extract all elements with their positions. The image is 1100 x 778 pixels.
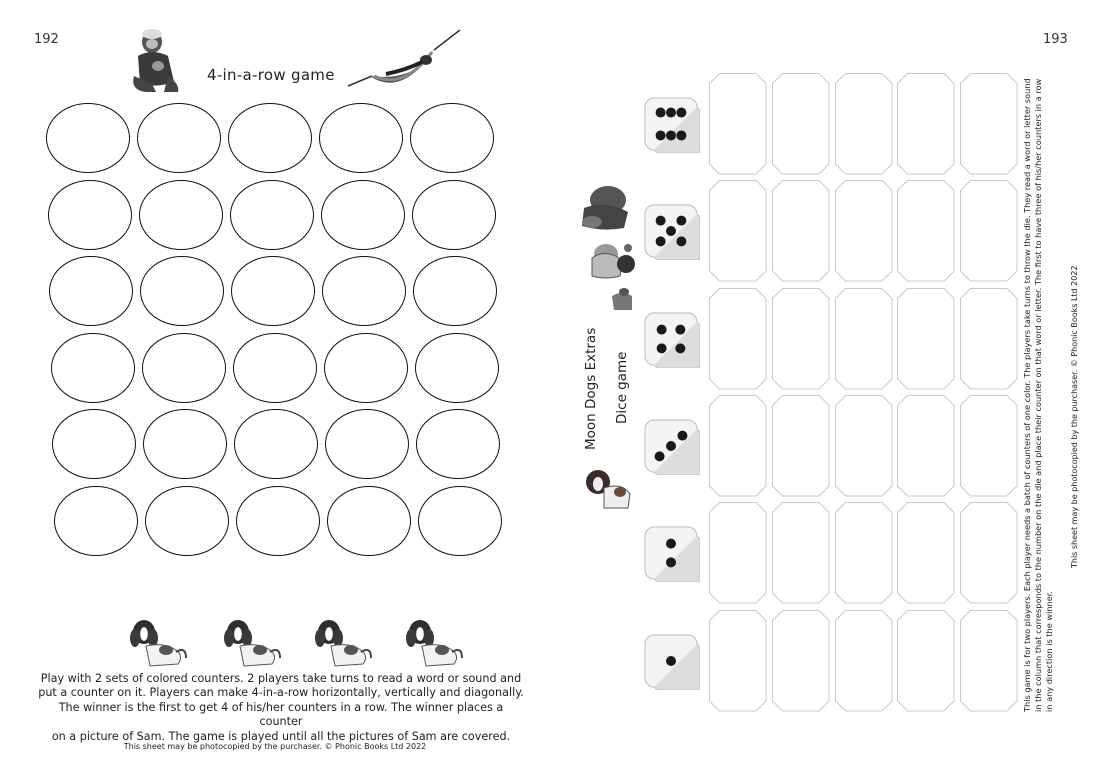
board-oval[interactable] [412,180,496,250]
sam-dog-icon [128,616,188,668]
instruction-line: put a counter on it. Players can make 4-in-a-row horizontally, vertically and diagonally. [38,686,524,700]
word-cell[interactable] [897,73,955,175]
board-oval[interactable] [410,103,494,173]
instructions [36,672,526,744]
dog-illustration [574,460,636,510]
sam-dog-icon [313,616,373,668]
word-cell[interactable] [960,73,1018,175]
instruction-line: in the column that corresponds to the number on the die and place their counter on that word or letter. The first to have three of his/her counters in a row [1033,78,1043,712]
die-4-icon [642,310,700,368]
die-1-icon [642,632,700,690]
sam-dog-icon [222,616,282,668]
die-5-icon [642,202,700,260]
board-oval[interactable] [137,103,221,173]
board-oval[interactable] [49,256,133,326]
board-oval[interactable] [418,486,502,556]
board-oval[interactable] [231,256,315,326]
word-cell[interactable] [960,288,1018,390]
sam-dog-icon [404,616,464,668]
word-cell[interactable] [709,288,767,390]
hammock-illustration [346,26,462,92]
board-oval[interactable] [48,180,132,250]
right-page [550,0,1100,778]
word-cell[interactable] [835,610,893,712]
instruction-line: Play with 2 sets of colored counters. 2 players take turns to read a word or sound and [40,672,522,685]
board-oval[interactable] [415,333,499,403]
word-cell[interactable] [835,395,893,497]
board-oval[interactable] [325,409,409,479]
board-oval[interactable] [54,486,138,556]
word-cell[interactable] [709,395,767,497]
board-oval[interactable] [413,256,497,326]
characters-illustration [562,182,640,320]
word-cell[interactable] [772,395,830,497]
instruction-line: on a picture of Sam. The game is played until all the pictures of Sam are covered. [51,729,511,743]
board-oval[interactable] [319,103,403,173]
word-cell[interactable] [897,180,955,282]
board-oval[interactable] [327,486,411,556]
word-cell[interactable] [897,610,955,712]
word-cell[interactable] [772,288,830,390]
word-cell[interactable] [709,180,767,282]
word-cell[interactable] [709,73,767,175]
word-cell[interactable] [897,502,955,604]
board-oval[interactable] [233,333,317,403]
word-cell[interactable] [772,610,830,712]
page-number: 193 [1043,32,1068,47]
instruction-line: in any direction is the winner. [1044,591,1054,712]
board-oval[interactable] [143,409,227,479]
board-oval[interactable] [322,256,406,326]
word-cell[interactable] [835,180,893,282]
page-title: Dice game [614,351,630,424]
word-cell[interactable] [835,73,893,175]
series-title: Moon Dogs Extras [583,327,599,450]
instruction-line: The winner is the first to get 4 of his/her counters in a row. The winner places a counter [58,700,504,729]
word-cell[interactable] [709,610,767,712]
board-oval[interactable] [145,486,229,556]
board-oval[interactable] [236,486,320,556]
footer: This sheet may be photocopied by the purchaser. © Phonic Books Ltd 2022 [1070,265,1079,568]
board-oval[interactable] [52,409,136,479]
page-number: 192 [34,32,59,47]
board-oval[interactable] [234,409,318,479]
instructions [1022,78,1055,712]
board-oval[interactable] [46,103,130,173]
die-2-icon [642,524,700,582]
word-cell[interactable] [960,502,1018,604]
word-cell[interactable] [772,73,830,175]
word-cell[interactable] [835,502,893,604]
word-cell[interactable] [960,610,1018,712]
footer: This sheet may be photocopied by the purchaser. © Phonic Books Ltd 2022 [123,742,427,751]
board-oval[interactable] [140,256,224,326]
instruction-line: This game is for two players. Each player needs a batch of counters of one color. The players take turns to throw the die. They read a word or letter sound [1022,78,1032,712]
board-oval[interactable] [230,180,314,250]
word-cell[interactable] [960,395,1018,497]
word-cell[interactable] [709,502,767,604]
word-cell[interactable] [960,180,1018,282]
monkey-illustration [128,26,186,96]
board-oval[interactable] [228,103,312,173]
board-oval[interactable] [321,180,405,250]
board-oval[interactable] [142,333,226,403]
word-cell[interactable] [772,502,830,604]
word-cell[interactable] [897,395,955,497]
page-title: 4-in-a-row game [207,66,335,84]
board-oval[interactable] [324,333,408,403]
board-oval[interactable] [139,180,223,250]
word-cell[interactable] [897,288,955,390]
board-oval[interactable] [416,409,500,479]
die-3-icon [642,417,700,475]
word-cell[interactable] [772,180,830,282]
board-oval[interactable] [51,333,135,403]
die-6-icon [642,95,700,153]
word-cell[interactable] [835,288,893,390]
